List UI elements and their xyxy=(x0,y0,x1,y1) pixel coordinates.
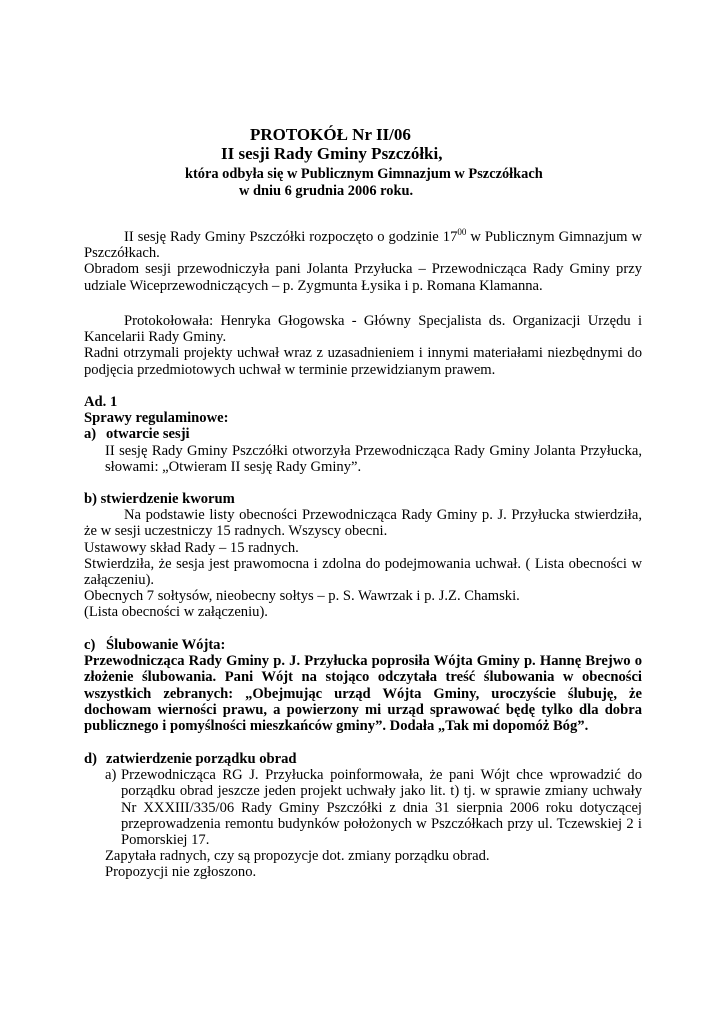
ad1-heading: Ad. 1 xyxy=(84,394,118,410)
item-d-subitem-a xyxy=(84,767,642,848)
protocol-number: PROTOKÓŁ Nr II/06 xyxy=(250,125,411,144)
item-a-title: a) otwarcie sesji xyxy=(84,426,190,443)
item-b-paragraph-5: (Lista obecności w załączeniu). xyxy=(84,604,268,621)
intro-section xyxy=(84,229,642,294)
session-date: w dniu 6 grudnia 2006 roku. xyxy=(239,183,414,199)
item-b-paragraph-4: Obecnych 7 sołtysów, nieobecny sołtys – p. S. Wawrzak i p. J.Z. Chamski. xyxy=(84,588,520,605)
intro-paragraph-2: Obradom sesji przewodniczyła pani Jolanta Przyłucka – Przewodnicząca Rady Gminy przy udziale Wiceprzewodniczących – p. Zygmunta Łysika i p. Romana Klamanna. xyxy=(84,261,642,294)
item-b-paragraph-2: Ustawowy skład Rady – 15 radnych. xyxy=(84,539,299,556)
item-c-section xyxy=(84,637,642,734)
item-b-section xyxy=(84,491,642,621)
item-d-section xyxy=(84,751,642,881)
ad1-section xyxy=(84,394,642,475)
session-location: która odbyła się w Publicznym Gimnazjum w Pszczółkach xyxy=(185,166,543,182)
intro-paragraph-1: II sesję Rady Gminy Pszczółki rozpoczęto o godzinie $17^{00}$ w Publicznym Gimnazjum w Pszczółkach. xyxy=(84,227,642,262)
session-name: II sesji Rady Gminy Pszczółki, xyxy=(221,144,443,163)
materials-paragraph: Radni otrzymali projekty uchwał wraz z uzasadnieniem i innymi materiałami niezbędnymi do podjęcia przedmiotowych uchwał w terminie przewidzianym prawem. xyxy=(84,345,642,378)
recorder-section xyxy=(84,313,642,378)
item-d-paragraph-3: Propozycji nie zgłoszono. xyxy=(105,864,257,881)
item-b-paragraph-1: Na podstawie listy obecności Przewodnicząca Rady Gminy p. J. Przyłucka stwierdziła, że w sesji uczestniczy 15 radnych. Wszyscy obecni. xyxy=(84,507,642,540)
item-c-title: c) Ślubowanie Wójta: xyxy=(84,637,226,653)
item-c-text: Przewodnicząca Rady Gminy p. J. Przyłucka poprosiła Wójta Gminy p. Hannę Brejwo o złożenie ślubowania. Pani Wójt na stojąco odczytała treść ślubowania w obecności wszystkich zebranych: „Obejmując urząd Wójta Gminy, uroczyście ślubuję, że dochowam wierności prawu, a powierzony mi urząd sprawować będę tylko dla dobra publicznego i pomyślności mieszkańców gminy”. Dodała „Tak mi dopomóż Bóg”. xyxy=(84,653,642,735)
item-a-text: II sesję Rady Gminy Pszczółki otworzyła Przewodnicząca Rady Gminy Jolanta Przyłucka, słowami: „Otwieram II sesję Rady Gminy”. xyxy=(105,442,642,475)
subitem-marker: a) xyxy=(105,767,117,784)
recorder-paragraph: Protokołowała: Henryka Głogowska - Główny Specjalista ds. Organizacji Urzędu i Kancelarii Rady Gminy. xyxy=(84,313,642,346)
item-d-paragraph-2: Zapytała radnych, czy są propozycje dot. zmiany porządku obrad. xyxy=(105,848,490,865)
ad1-subheading: Sprawy regulaminowe: xyxy=(84,410,229,427)
item-d-title: d) zatwierdzenie porządku obrad xyxy=(84,751,297,767)
item-b-title: b) stwierdzenie kworum xyxy=(84,491,235,507)
subitem-text: Przewodnicząca RG J. Przyłucka poinformowała, że pani Wójt chce wprowadzić do porządku obrad jeszcze jeden projekt uchwały jako lit. t) tj. w sprawie zmiany uchwały Nr XXXIII/335/06 Rady Gminy Pszczółki z dnia 31 sierpnia 2006 roku dotyczącej przeprowadzenia remontu budynków położonych w Pszczółkach przy ul. Tczewskiej 2 i Pomorskiej 17. xyxy=(121,767,642,849)
item-b-paragraph-3: Stwierdziła, że sesja jest prawomocna i zdolna do podejmowania uchwał. ( Lista obecności w załączeniu). xyxy=(84,555,642,589)
